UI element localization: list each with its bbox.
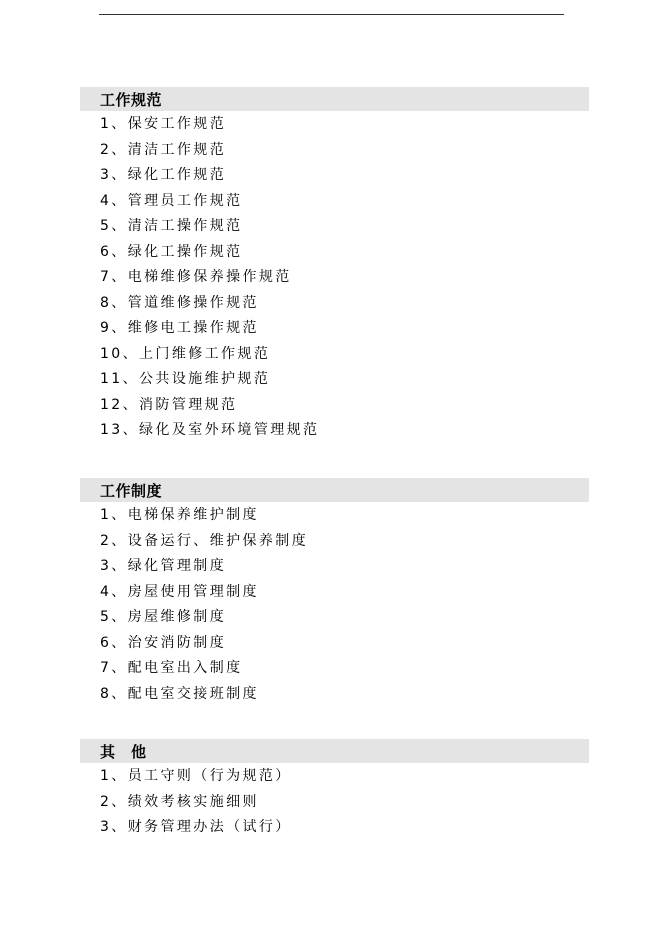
list-item: 1、电梯保养维护制度 (100, 507, 259, 523)
section-header (80, 478, 589, 502)
list-item: 6、绿化工操作规范 (100, 243, 243, 260)
list-item: 6、治安消防制度 (100, 634, 227, 651)
section-header (80, 739, 589, 763)
list-item: 4、管理员工作规范 (100, 192, 243, 209)
list-item: 10、上门维修工作规范 (100, 345, 271, 362)
list-item: 2、绩效考核实施细则 (100, 793, 259, 810)
list-item: 3、绿化管理制度 (100, 558, 227, 574)
section-header (80, 87, 589, 111)
item-list (80, 764, 589, 841)
list-item: 5、清洁工操作规范 (100, 218, 243, 234)
section-title: 工作规范 (100, 90, 163, 109)
list-item: 8、配电室交接班制度 (100, 685, 259, 702)
list-item: 2、设备运行、维护保养制度 (100, 532, 309, 549)
section-other (80, 739, 589, 841)
section-work-standards (80, 87, 589, 444)
section-title: 工作制度 (100, 481, 163, 500)
list-item: 1、保安工作规范 (100, 116, 227, 132)
item-list (80, 112, 589, 444)
list-item: 7、电梯维修保养操作规范 (100, 269, 292, 285)
list-item: 11、公共设施维护规范 (100, 371, 271, 387)
list-item: 4、房屋使用管理制度 (100, 583, 259, 600)
list-item: 1、员工守则（行为规范） (100, 768, 292, 784)
list-item: 12、消防管理规范 (100, 396, 238, 413)
list-item: 9、维修电工操作规范 (100, 320, 259, 336)
section-work-systems (80, 478, 589, 707)
list-item: 5、房屋维修制度 (100, 609, 227, 625)
list-item: 3、财务管理办法（试行） (100, 819, 292, 835)
list-item: 3、绿化工作规范 (100, 167, 227, 183)
header-rule (99, 14, 564, 15)
list-item: 13、绿化及室外环境管理规范 (100, 422, 320, 438)
list-item: 2、清洁工作规范 (100, 141, 227, 158)
list-item: 8、管道维修操作规范 (100, 294, 259, 311)
section-title: 其 他 (100, 742, 147, 761)
item-list (80, 503, 589, 707)
list-item: 7、配电室出入制度 (100, 660, 243, 676)
